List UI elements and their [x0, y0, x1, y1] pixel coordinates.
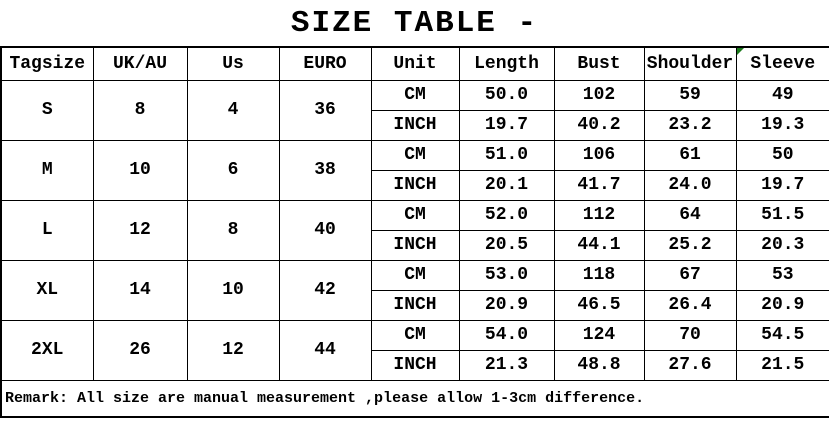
xl-cm-shoulder: 67	[644, 260, 736, 290]
s-cm-shoulder: 59	[644, 80, 736, 110]
us-cell-l: 8	[187, 200, 279, 260]
unit-cell-cm: CM	[371, 260, 459, 290]
xl-inch-sleeve: 20.9	[736, 290, 829, 320]
xl-inch-length: 20.9	[459, 290, 554, 320]
unit-cell-inch: INCH	[371, 290, 459, 320]
2xl-inch-sleeve: 21.5	[736, 350, 829, 380]
unit-cell-inch: INCH	[371, 110, 459, 140]
2xl-inch-length: 21.3	[459, 350, 554, 380]
col-header-euro: EURO	[279, 47, 371, 80]
col-header-sleeve-label: Sleeve	[750, 53, 816, 74]
us-cell-2xl: 12	[187, 320, 279, 380]
l-cm-sleeve: 51.5	[736, 200, 829, 230]
unit-cell-inch: INCH	[371, 230, 459, 260]
euro-cell-l: 40	[279, 200, 371, 260]
s-cm-length: 50.0	[459, 80, 554, 110]
size-table	[0, 46, 829, 418]
l-cm-bust: 112	[554, 200, 644, 230]
remark-text: Remark: All size are manual measurement ,please allow 1-3cm difference.	[1, 380, 829, 417]
2xl-cm-bust: 124	[554, 320, 644, 350]
remark-row	[1, 380, 829, 417]
2xl-cm-shoulder: 70	[644, 320, 736, 350]
unit-cell-cm: CM	[371, 140, 459, 170]
s-inch-shoulder: 23.2	[644, 110, 736, 140]
xl-cm-length: 53.0	[459, 260, 554, 290]
ukau-cell-2xl: 26	[93, 320, 187, 380]
col-header-length: Length	[459, 47, 554, 80]
tagsize-cell-l: L	[1, 200, 93, 260]
col-header-unit: Unit	[371, 47, 459, 80]
unit-cell-inch: INCH	[371, 350, 459, 380]
us-cell-m: 6	[187, 140, 279, 200]
m-cm-length: 51.0	[459, 140, 554, 170]
m-inch-length: 20.1	[459, 170, 554, 200]
ukau-cell-l: 12	[93, 200, 187, 260]
s-inch-bust: 40.2	[554, 110, 644, 140]
page-title: SIZE TABLE -	[290, 5, 539, 41]
l-inch-bust: 44.1	[554, 230, 644, 260]
ukau-cell-s: 8	[93, 80, 187, 140]
col-header-sleeve	[736, 47, 829, 80]
m-inch-bust: 41.7	[554, 170, 644, 200]
tagsize-cell-2xl: 2XL	[1, 320, 93, 380]
xl-cm-bust: 118	[554, 260, 644, 290]
tagsize-cell-m: M	[1, 140, 93, 200]
unit-cell-cm: CM	[371, 80, 459, 110]
l-cm-length: 52.0	[459, 200, 554, 230]
2xl-cm-length: 54.0	[459, 320, 554, 350]
col-header-tagsize: Tagsize	[1, 47, 93, 80]
col-header-us: Us	[187, 47, 279, 80]
xl-inch-shoulder: 26.4	[644, 290, 736, 320]
s-inch-sleeve: 19.3	[736, 110, 829, 140]
row-l-cm	[1, 200, 829, 230]
s-cm-bust: 102	[554, 80, 644, 110]
col-header-bust: Bust	[554, 47, 644, 80]
tagsize-cell-xl: XL	[1, 260, 93, 320]
tagsize-cell-s: S	[1, 80, 93, 140]
2xl-inch-bust: 48.8	[554, 350, 644, 380]
row-xl-cm	[1, 260, 829, 290]
m-cm-shoulder: 61	[644, 140, 736, 170]
m-cm-sleeve: 50	[736, 140, 829, 170]
us-cell-xl: 10	[187, 260, 279, 320]
row-s-cm	[1, 80, 829, 110]
ukau-cell-m: 10	[93, 140, 187, 200]
s-cm-sleeve: 49	[736, 80, 829, 110]
l-cm-shoulder: 64	[644, 200, 736, 230]
2xl-cm-sleeve: 54.5	[736, 320, 829, 350]
cell-flag-marker	[737, 48, 744, 55]
us-cell-s: 4	[187, 80, 279, 140]
euro-cell-m: 38	[279, 140, 371, 200]
m-inch-shoulder: 24.0	[644, 170, 736, 200]
euro-cell-xl: 42	[279, 260, 371, 320]
euro-cell-s: 36	[279, 80, 371, 140]
xl-cm-sleeve: 53	[736, 260, 829, 290]
l-inch-length: 20.5	[459, 230, 554, 260]
m-cm-bust: 106	[554, 140, 644, 170]
m-inch-sleeve: 19.7	[736, 170, 829, 200]
col-header-ukau: UK/AU	[93, 47, 187, 80]
l-inch-sleeve: 20.3	[736, 230, 829, 260]
col-header-shoulder: Shoulder	[644, 47, 736, 80]
unit-cell-cm: CM	[371, 200, 459, 230]
2xl-inch-shoulder: 27.6	[644, 350, 736, 380]
l-inch-shoulder: 25.2	[644, 230, 736, 260]
ukau-cell-xl: 14	[93, 260, 187, 320]
euro-cell-2xl: 44	[279, 320, 371, 380]
xl-inch-bust: 46.5	[554, 290, 644, 320]
unit-cell-inch: INCH	[371, 170, 459, 200]
s-inch-length: 19.7	[459, 110, 554, 140]
row-m-cm	[1, 140, 829, 170]
row-2xl-cm	[1, 320, 829, 350]
header-row	[1, 47, 829, 80]
unit-cell-cm: CM	[371, 320, 459, 350]
